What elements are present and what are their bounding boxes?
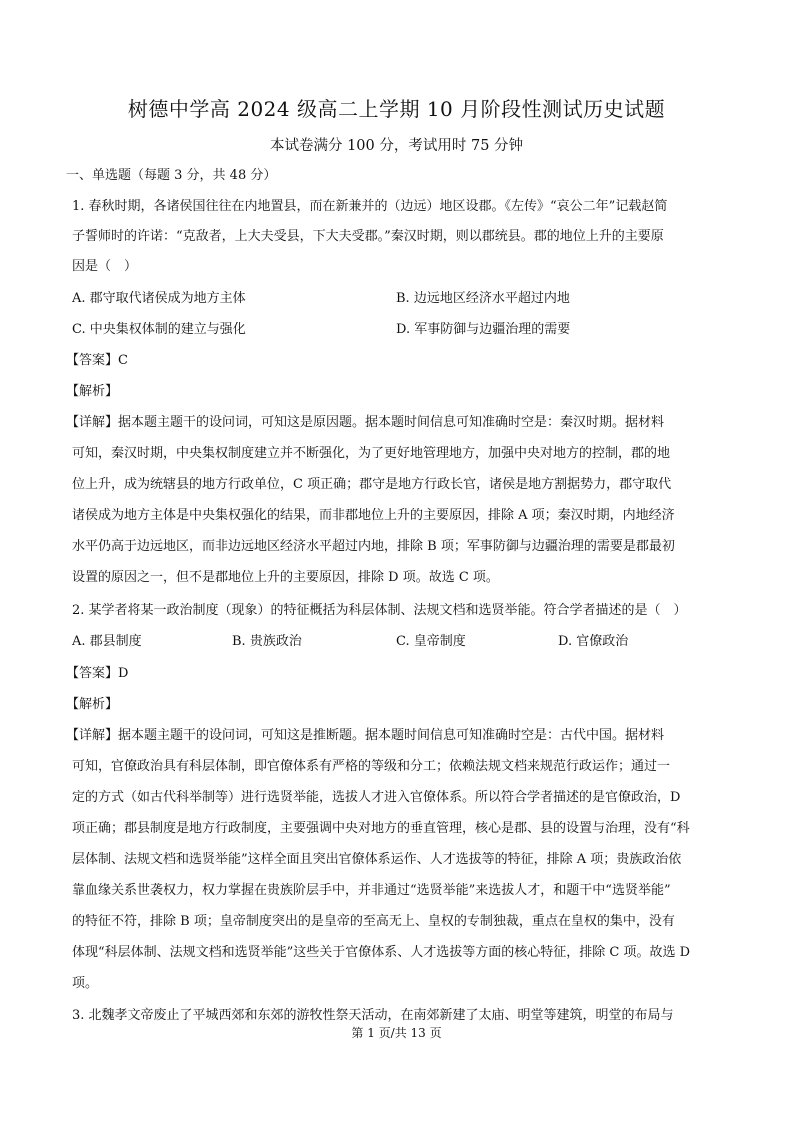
q2-analysis-line: 项正确；郡县制度是地方行政制度，主要强调中央对地方的垂直管理，核心是郡、县的设置与治理，没有“科 [72,821,690,836]
q2-option-a: A. 郡县制度 [72,634,142,649]
q2-stem: 2. 某学者将某一政治制度（现象）的特征概括为科层体制、法规文档和选贤举能。符合学者描述的是（ ） [72,603,687,618]
q2-analysis-label: 【解析】 [66,697,119,712]
q1-analysis-label: 【解析】 [66,384,119,399]
q2-analysis-line: 定的方式（如古代科举制等）进行选贤举能，选拔人才进入官僚体系。所以符合学者描述的是官僚政治，D [72,790,681,805]
q2-analysis-line: 的特征不符，排除 B 项；皇帝制度突出的是皇帝的至高无上、皇权的专制独裁，重点在皇权的集中，没有 [72,914,675,929]
q1-analysis-line: 【详解】据本题主题干的设问词，可知这是原因题。据本题时间信息可知准确时空是：秦汉时期。据材料 [66,415,665,430]
q1-analysis-line: 水平仍高于边远地区，而非边远地区经济水平超过内地，排除 B 项；军事防御与边疆治理的需要是郡最初 [72,539,675,554]
exam-subtitle: 本试卷满分 100 分，考试用时 75 分钟 [269,138,524,154]
q1-option-b: B. 边远地区经济水平超过内地 [396,291,570,306]
q2-analysis-line: 靠血缘关系世袭权力，权力掌握在贵族阶层手中，并非通过“选贤举能”来选拔人才，和题干中“选贤举能” [72,883,671,898]
q1-analysis-line: 诸侯成为地方主体是中央集权强化的结果，而非郡地位上升的主要原因，排除 A 项；秦汉时期，内地经济 [72,508,675,523]
q1-analysis-line: 可知，秦汉时期，中央集权制度建立并不断强化，为了更好地管理地方，加强中央对地方的控制，郡的地 [72,446,671,461]
q2-answer: 【答案】D [66,666,129,681]
q2-option-c: C. 皇帝制度 [396,634,466,649]
q2-analysis-line: 可知，官僚政治具有科层体制，即官僚体系有严格的等级和分工；依赖法规文档来规范行政运作；通过一 [72,759,671,774]
q3-stem: 3. 北魏孝文帝废止了平城西郊和东郊的游牧性祭天活动，在南郊新建了太庙、明堂等建筑，明堂的布局与 [72,1008,674,1023]
q1-option-d: D. 军事防御与边疆治理的需要 [396,322,571,337]
exam-title: 树德中学高 2024 级高二上学期 10 月阶段性测试历史试题 [127,97,666,121]
q2-analysis-line: 【详解】据本题主题干的设问词，可知这是推断题。据本题时间信息可知准确时空是：古代中国。据材料 [66,728,665,743]
q1-stem-line: 1. 春秋时期，各诸侯国往往在内地置县，而在新兼并的（边远）地区设郡。《左传》“哀公二年”记载赵简 [72,199,668,214]
q2-analysis-line: 项。 [72,976,99,991]
q1-answer: 【答案】C [66,353,128,368]
q2-option-d: D. 官僚政治 [558,634,629,649]
q1-stem-line: 子誓师时的许诺：“克敌者，上大夫受县，下大夫受郡。”秦汉时期，则以郡统县。郡的地位上升的主要原 [72,229,664,244]
section-heading: 一、单选题（每题 3 分，共 48 分） [66,168,277,183]
q1-option-a: A. 郡守取代诸侯成为地方主体 [72,291,246,306]
q1-analysis-line: 位上升，成为统辖县的地方行政单位，C 项正确；郡守是地方行政长官，诸侯是地方割据势力，郡守取代 [72,477,672,492]
q2-analysis-line: 体现“科层体制、法规文档和选贤举能”这些关于官僚体系、人才选拔等方面的核心特征，排除 C 项。故选 D [72,945,691,960]
q2-option-b: B. 贵族政治 [232,634,302,649]
q1-option-c: C. 中央集权体制的建立与强化 [72,322,246,337]
page-footer: 第 1 页/共 13 页 [351,1026,442,1040]
q1-analysis-line: 设置的原因之一，但不是郡地位上升的主要原因，排除 D 项。故选 C 项。 [72,570,499,585]
q2-analysis-line: 层体制、法规文档和选贤举能”这样全面且突出官僚体系运作、人才选拔等的特征，排除 A 项；贵族政治依 [72,852,682,867]
q1-stem-line: 因是（ ） [72,259,138,274]
